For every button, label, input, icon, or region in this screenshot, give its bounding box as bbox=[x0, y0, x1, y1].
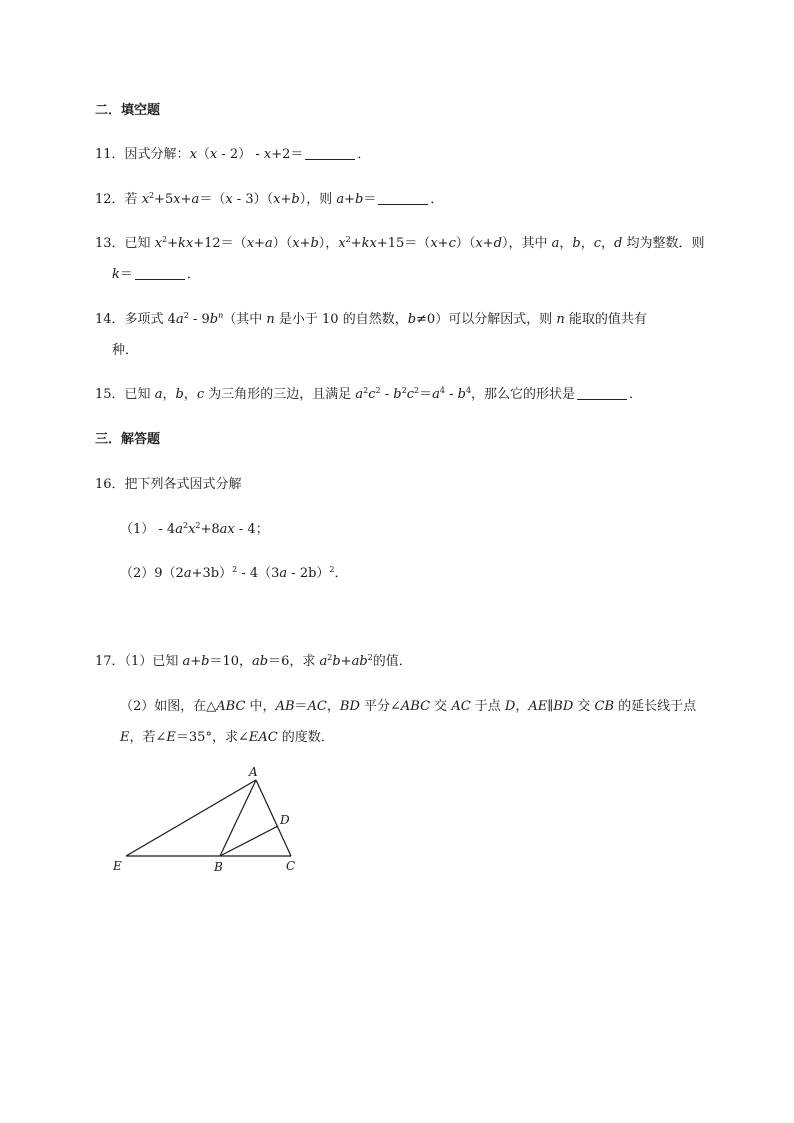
label-B: B bbox=[214, 860, 223, 874]
question-16: 16．把下列各式因式分解 bbox=[95, 477, 242, 492]
question-17-part-2-line-2: E，若∠E＝35°，求∠EAC 的度数． bbox=[120, 730, 334, 745]
answer-blank-11[interactable] bbox=[305, 147, 355, 160]
question-14: 14．多项式 $4a^2 - 9b^n$（其中 n 是小于 10 的自然数，b≠0）可以分解因式，则 n 能取的值共有 bbox=[95, 311, 647, 327]
section-title-solve: 三．解答题 bbox=[95, 432, 161, 447]
question-13-line-2: k＝ ． bbox=[112, 267, 200, 282]
label-A: A bbox=[249, 765, 258, 779]
segment-EA bbox=[126, 780, 256, 856]
question-14-line-2: 种． bbox=[112, 343, 139, 358]
answer-blank-12[interactable] bbox=[378, 192, 428, 205]
question-13: 13．已知 $x^2+kx+12=(x+a)(x+b)$，$x^2+kx+15=(x+c)(x+d)$，其中 a，b，c，d 均为整数．则 bbox=[95, 235, 705, 251]
label-C: C bbox=[286, 859, 296, 873]
segment-BD bbox=[220, 826, 278, 856]
segment-AB bbox=[220, 780, 256, 856]
question-17-part-1: 17．（1）已知 a+b＝10，ab＝6，求 $a^2b+ab^2$的值． bbox=[95, 653, 412, 669]
answer-blank-15[interactable] bbox=[577, 387, 627, 400]
section-title-fill-in: 二．填空题 bbox=[95, 103, 161, 118]
question-15: 15．已知 a，b，c 为三角形的三边，且满足 $a^2c^2 - b^2c^2=a^4 - b^4$，那么它的形状是 ． bbox=[95, 386, 643, 402]
triangle-figure bbox=[105, 758, 315, 878]
question-16-part-1: $(1) - 4a^2x^2+8ax - 4$； bbox=[120, 521, 269, 537]
label-E: E bbox=[113, 859, 122, 873]
answer-blank-13[interactable] bbox=[135, 267, 185, 280]
question-11: 11．因式分解：x（x - 2） - x+2＝ ． bbox=[95, 147, 371, 162]
question-17-part-2: （2）如图，在△ABC 中，AB＝AC，BD 平分∠ABC 交 AC 于点 D，AE∥BD 交 CB 的延长线于点 bbox=[120, 699, 697, 714]
question-16-part-2: $(2)9(2a+3b)^2 - 4(3a - 2b)^2$． bbox=[120, 565, 348, 581]
label-D: D bbox=[280, 813, 290, 827]
question-12: 12．若 $x^2+5x+a=(x - 3)(x+b)$，则 a+b＝ ． bbox=[95, 191, 444, 207]
